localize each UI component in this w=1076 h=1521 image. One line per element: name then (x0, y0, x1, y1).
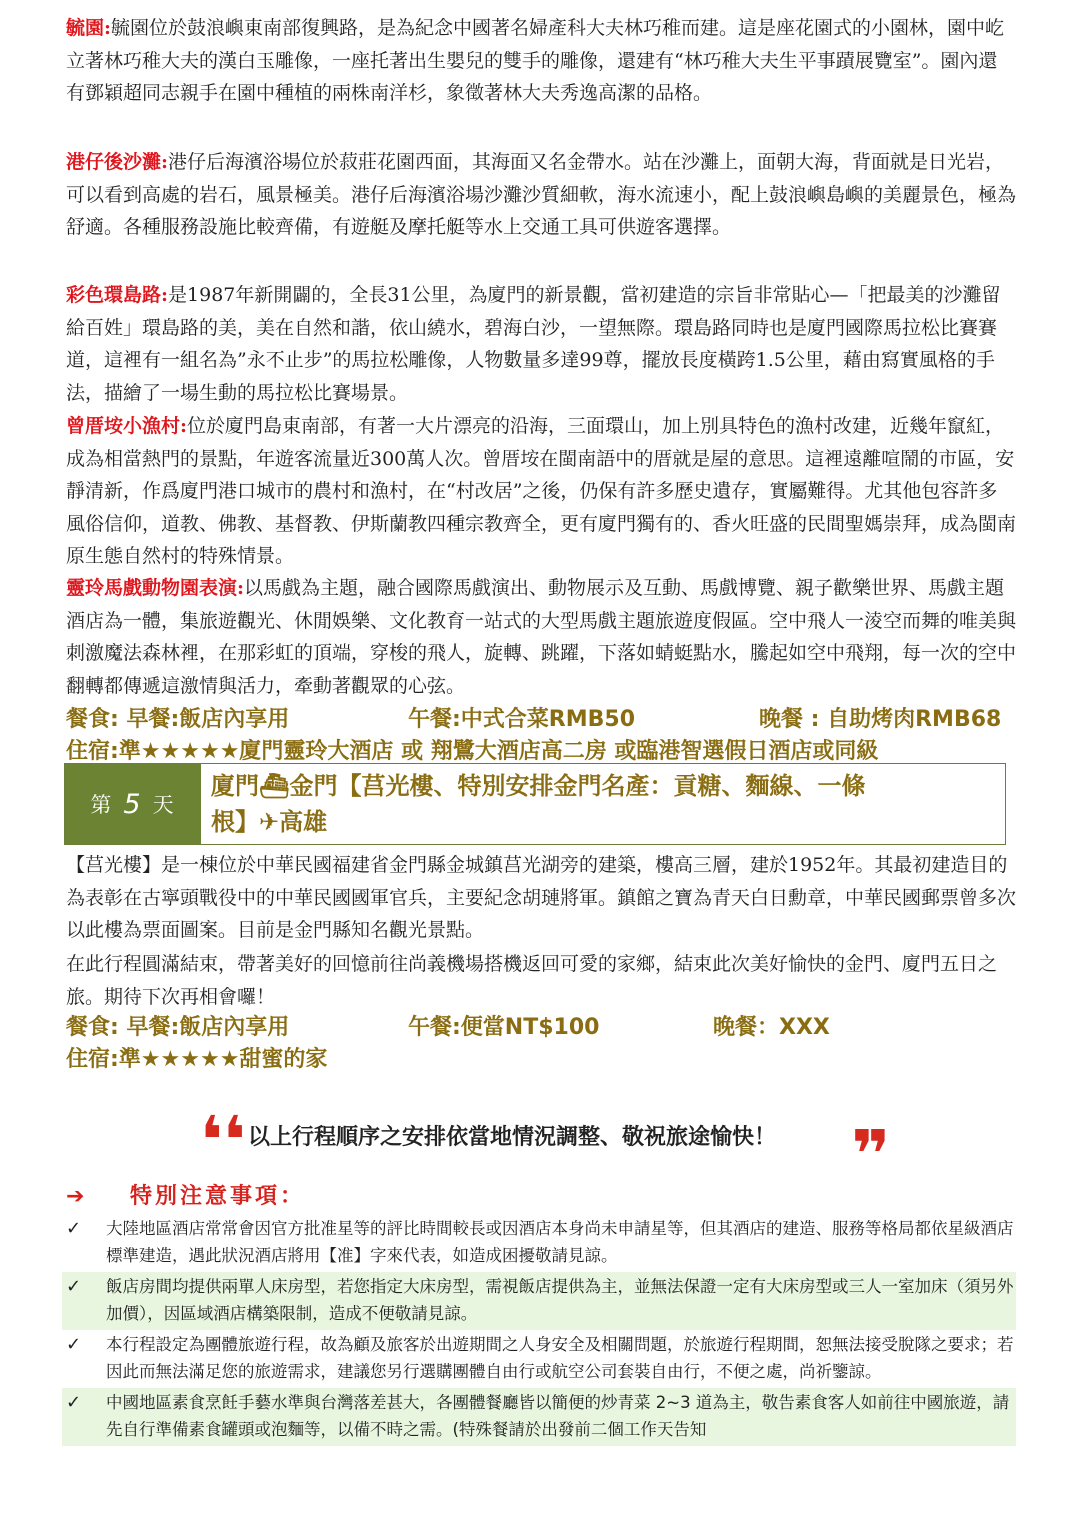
closing-quote (200, 1102, 890, 1193)
attraction-ring-road (66, 279, 1016, 409)
dinner: 晚餐 : 自助烤肉RMB68 (759, 707, 1002, 732)
day-label-suffix: 天 (152, 793, 176, 817)
day5-description: 【莒光樓】是一棟位於中華民國福建省金門縣金城鎮莒光湖旁的建築，樓高三層，建於1952年。其最初建造目的為表彰在古寧頭戰役中的中華民國國軍官兵，主要紀念胡璉將軍。鎮館之寶為青天白日勳章，中華民國郵票曾多次以此樓為票面圖案。目前是金門縣知名觀光景點。 (66, 854, 1017, 941)
attraction-term: 毓園: (66, 17, 112, 39)
day-label-prefix: 第 (90, 793, 114, 817)
attraction-desc: 毓園位於鼓浪嶼東南部復興路，是為紀念中國著名婦產科大夫林巧稚而建。這是座花園式的小園林，園中屹立著林巧稚大夫的漢白玉雕像，一座托著出生嬰兒的雙手的雕像，還建有“林巧稚大夫生平事蹟展覽室”。園內還有鄧穎超同志親手在園中種植的兩株南洋杉，象徵著林大夫秀逸高潔的品格。 (66, 17, 1005, 104)
notice-text: 飯店房間均提供兩單人床房型，若您指定大床房型，需視飯店提供為主，並無法保證一定有大床房型或三人一室加床（須另外加價），因區域酒店構築限制，造成不便敬請見諒。 (106, 1277, 1014, 1323)
check-icon: ✓ (66, 1276, 82, 1297)
check-icon: ✓ (66, 1334, 82, 1355)
check-icon: ✓ (66, 1392, 82, 1413)
open-quote-icon: ❛❛ (200, 1102, 246, 1179)
notice-list (62, 1214, 1016, 1446)
breakfast: 餐食: 早餐:飯店內享用 (66, 1015, 290, 1040)
day4-hotel: 住宿:準★★★★★廈門靈玲大酒店 或 翔鷺大酒店高二房 或臨港智選假日酒店或同級 (66, 739, 879, 764)
attraction-term: 港仔後沙灘: (66, 151, 169, 173)
attraction-fishing-village (66, 410, 1016, 573)
day-label (65, 764, 201, 844)
day4-meals (66, 702, 1002, 733)
lunch: 午餐:便當NT$100 (408, 1015, 600, 1040)
lunch: 午餐:中式合菜RMB50 (408, 707, 636, 732)
day-title (201, 764, 1005, 844)
arrow-right-icon: ➔ (66, 1184, 85, 1209)
close-quote-icon: ❞ (851, 1116, 890, 1193)
notice-item (62, 1330, 1016, 1388)
attraction-beach (66, 146, 1016, 244)
attraction-desc: 是1987年新開闢的，全長31公里，為廈門的新景觀，當初建造的宗旨非常貼心—「把最美的沙灘留給百姓」環島路的美，美在自然和諧，依山繞水，碧海白沙，一望無際。環島路同時也是廈門國際馬拉松比賽賽道，這裡有一組名為”永不止步”的馬拉松雕像，人物數量多達99尊，擺放長度橫跨1.5公里，藉由寫實風格的手法，描繪了一場生動的馬拉松比賽場景。 (66, 284, 1001, 404)
notice-text: 中國地區素食烹飪手藝水準與台灣落差甚大，各團體餐廳皆以簡便的炒青菜 2~3 道為主，敬告素食客人如前往中國旅遊，請先自行準備素食罐頭或泡麵等，以備不時之需。(特殊餐請於出發前二個工作天告知 (106, 1393, 1010, 1439)
attraction-term: 靈玲馬戲動物園表演: (66, 577, 245, 599)
attraction-desc: 位於廈門島東南部，有著一大片漂亮的沿海，三面環山，加上別具特色的漁村改建，近幾年竄紅，成為相當熱門的景點，年遊客流量近300萬人次。曾厝垵在閩南語中的厝就是屋的意思。這裡遠離喧鬧的市區，安靜清新，作爲廈門港口城市的農村和漁村，在“村改居”之後，仍保有許多歷史遺存，實屬難得。尤其他包容許多風俗信仰，道教、佛教、基督教、伊斯蘭教四種宗教齊全，更有廈門獨有的、香火旺盛的民間聖媽崇拜，成為閩南原生態自然村的特殊情景。 (66, 415, 1017, 567)
notice-text: 本行程設定為團體旅遊行程，故為顧及旅客於出遊期間之人身安全及相關問題，於旅遊行程期間，恕無法接受脫隊之要求；若因此而無法滿足您的旅遊需求，建議您另行選購團體自由行或航空公司套裝自由行，不便之處，尚祈鑒諒。 (106, 1335, 1014, 1381)
day-title-line2: 根】✈高雄 (211, 808, 328, 836)
notice-text: 大陸地區酒店常常會因官方批准星等的評比時間較長或因酒店本身尚未申請星等，但其酒店的建造、服務等格局都依星級酒店標準建造，遇此狀況酒店將用【准】字來代表，如造成困擾敬請見諒。 (106, 1219, 1014, 1265)
day5-hotel: 住宿:準★★★★★甜蜜的家 (66, 1047, 328, 1072)
attraction-circus (66, 572, 1016, 702)
attraction-yuyuan (66, 12, 1016, 110)
day-number: 5 (123, 788, 143, 820)
check-icon: ✓ (66, 1218, 82, 1239)
day5-meals (66, 1010, 830, 1041)
notice-item (62, 1272, 1016, 1330)
notice-title: 特別注意事項： (130, 1184, 306, 1209)
attraction-desc: 以馬戲為主題，融合國際馬戲演出、動物展示及互動、馬戲博覽、親子歡樂世界、馬戲主題酒店為一體，集旅遊觀光、休閒娛樂、文化教育一站式的大型馬戲主題旅遊度假區。空中飛人一淩空而舞的唯美與刺激魔法森林裡，在那彩虹的頂端，穿梭的飛人，旋轉、跳躍，下落如蜻蜓點水，騰起如空中飛翔，每一次的空中翻轉都傳遞這激情與活力，牽動著觀眾的心弦。 (66, 577, 1017, 697)
day-title-line1: 廈門⛴金門【莒光樓、特別安排金門名產：貢糖、麵線、一條 (211, 772, 866, 800)
breakfast: 餐食: 早餐:飯店內享用 (66, 707, 290, 732)
attraction-desc: 港仔后海濱浴場位於菽莊花園西面，其海面又名金帶水。站在沙灘上，面朝大海，背面就是日光岩，可以看到高處的岩石，風景極美。港仔后海濱浴場沙灘沙質細軟，海水流速小，配上鼓浪嶼島嶼的美麗景色，極為舒適。各種服務設施比較齊備，有遊艇及摩托艇等水上交通工具可供遊客選擇。 (66, 151, 1017, 238)
notice-header (66, 1179, 305, 1210)
notice-item (62, 1214, 1016, 1272)
notice-item (62, 1388, 1016, 1446)
attraction-term: 曾厝垵小漁村: (66, 415, 188, 437)
quote-text: 以上行程順序之安排依當地情況調整、敬祝旅途愉快！ (248, 1124, 777, 1150)
attraction-term: 彩色環島路: (66, 284, 169, 306)
day-header (64, 763, 1006, 845)
day5-closing: 在此行程圓滿結束，帶著美好的回憶前往尚義機場搭機返回可愛的家鄉，結束此次美好愉快的金門、廈門五日之旅。期待下次再相會囉！ (66, 953, 998, 1008)
dinner: 晚餐：XXX (713, 1015, 830, 1040)
